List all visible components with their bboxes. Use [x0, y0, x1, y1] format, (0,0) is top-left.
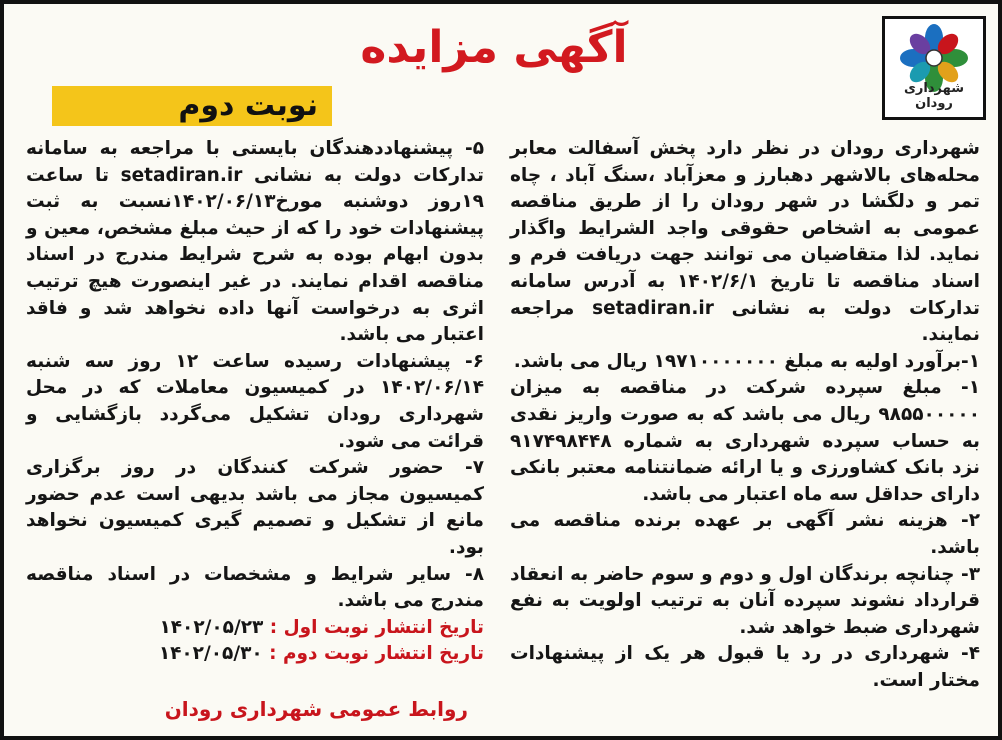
publish-second-label: تاریخ انتشار نوبت دوم : [269, 643, 484, 665]
clause-7: ۷- حضور شرکت کنندگان در روز برگزاری کمیسیون مجاز می باشد بدیهی است عدم حضور مانع از تشکیل و تصمیم گیری کمیسیون نخواهد بود. [26, 457, 484, 558]
clause-6: ۶- پیشنهادات رسیده ساعت ۱۲ روز سه شنبه ۱۴۰۲/۰۶/۱۴ در کمیسیون معاملات که در محل شهرداری رودان تشکیل می‌گردد بازگشایی و قرائت می شود. [26, 350, 484, 452]
logo-text: شهرداری رودان [904, 81, 964, 111]
publish-first-label: تاریخ انتشار نوبت اول : [269, 616, 484, 638]
publish-first [26, 615, 484, 642]
clause-2: ۲- هزینه نشر آگهی بر عهده برنده مناقصه می باشد. [510, 510, 980, 558]
publish-second [26, 641, 484, 668]
publish-first-date: ۱۴۰۲/۰۵/۲۳ [159, 616, 264, 638]
clause-4: ۴- شهرداری در رد یا قبول هر یک از پیشنهادات مختار است. [510, 643, 980, 691]
clause-3: ۳- چنانچه برندگان اول و دوم و سوم حاضر به انعقاد قرارداد نشوند سپرده آنان به ترتیب اولویت به نفع شهرداری ضبط خواهد شد. [510, 563, 980, 638]
round-badge: نوبت دوم [52, 86, 332, 126]
clause-5: ۵- پیشنهاددهندگان بایستی با مراجعه به سامانه تدارکات دولت به نشانی setadiran.ir تا ساعت ۱۹روز دوشنبه مورخ۱۴۰۲/۰۶/۱۳نسبت به ثبت پیشنهادات خود را که از حیث مبلغ مشخص، معین و بدون ابهام بوده به شرح شرایط مندرج در اسناد مناقصه اقدام نمایند. در غیر اینصورت هیچ ترتیب اثری به درخواست آنها داده نخواهد شد و فاقد اعتبار می باشد. [26, 138, 484, 346]
clause-1-deposit: ۱- مبلغ سپرده شرکت در مناقصه به میزان ۹۸۵۵۰۰۰۰۰ ریال می باشد که به صورت واریز نقدی به حساب سپرده شهرداری به شماره ۹۱۷۴۹۸۴۴۸ نزد بانک کشاورزی و یا ارائه ضمانتنامه معتبر بانکی دارای حداقل سه ماه اعتبار می باشد. [510, 377, 980, 505]
clause-8: ۸- سایر شرایط و مشخصات در اسناد مناقصه مندرج می باشد. [26, 563, 484, 612]
municipality-logo [882, 16, 986, 120]
page-title: آگهی مزایده [360, 22, 628, 73]
publish-second-date: ۱۴۰۲/۰۵/۳۰ [158, 643, 263, 665]
left-column [26, 136, 484, 668]
clause-1-estimate: ۱-برآورد اولیه به مبلغ ۱۹۷۱۰۰۰۰۰۰۰ ریال می باشد. [513, 350, 980, 372]
intro-paragraph: شهرداری رودان در نظر دارد پخش آسفالت معابر محله‌های بالاشهر دهبارز و معزآباد ،سنگ آباد ، چاه تمر و دلگشا در شهر رودان را از طریق مناقصه عمومی به اشخاص حقوقی واجد الشرایط واگذار نماید. لذا متقاضیان می توانند جهت دریافت فرم و اسناد مناقصه تا تاریخ ۱۴۰۲/۶/۱ به آدرس سامانه تدارکات دولت به نشانی setadiran.ir مراجعه نمایند. [510, 138, 980, 346]
footer-signature: روابط عمومی شهرداری رودان [164, 697, 468, 721]
right-column [510, 136, 980, 694]
